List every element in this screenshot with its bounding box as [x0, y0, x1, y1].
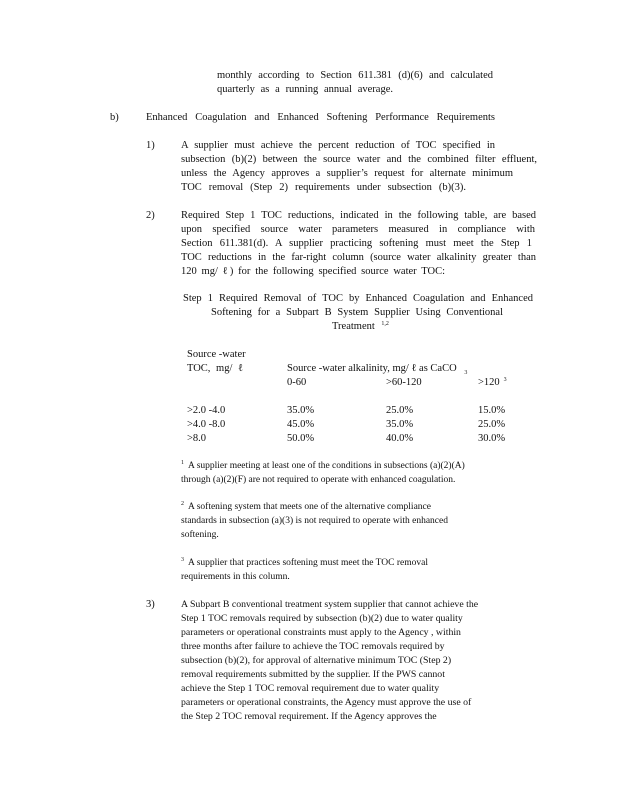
- item-3-line: three months after failure to achieve the TOC removals required by: [181, 641, 445, 652]
- footnote-num: 3: [181, 557, 184, 563]
- item-1-line: unless the Agency approves a supplier’s request for alternate minimum: [181, 168, 513, 179]
- item-3-line: parameters or operational constraints, the Agency must approve the use of: [181, 697, 472, 708]
- row-toc: >2.0 -4.0: [187, 405, 226, 416]
- row-value: 25.0%: [478, 419, 506, 430]
- item-3-line: Step 1 TOC removals required by subsection (b)(2) due to water quality: [181, 613, 463, 624]
- row-value: 35.0%: [386, 419, 414, 430]
- col-toc-header-1: Source -water: [187, 349, 246, 360]
- intro-paragraph: [217, 69, 493, 97]
- footnote-1: $^1$ A supplier meeting at least one of the conditions in subsections (a)(2)(A) through (a)(2)(F) are not required to operate with enhanced coagulation.: [181, 460, 465, 485]
- item-3-line: A Subpart B conventional treatment system supplier that cannot achieve the: [181, 599, 479, 610]
- item-1-marker: 1): [146, 140, 155, 151]
- table-title: [183, 292, 533, 306]
- item-3-line: removal requirements submitted by the supplier. If the PWS cannot: [181, 669, 445, 680]
- intro-line: quarterly as a running annual average.: [217, 84, 393, 95]
- item-1-line: A supplier must achieve the percent reduction of TOC specified in: [181, 140, 495, 151]
- item-3-line: achieve the Step 1 TOC removal requirement due to water quality: [181, 683, 440, 694]
- alkalinity-group-header: Source -water alkalinity, mg/ ℓ as CaCO $^3$: [287, 363, 468, 376]
- footnote-3: $^3$ A supplier that practices softening must meet the TOC removal requirements in this column.: [181, 557, 429, 582]
- row-value: 45.0%: [287, 419, 315, 430]
- item-2-paragraph: [181, 209, 536, 279]
- item-2-line: upon specified source water parameters measured in compliance with: [181, 224, 535, 235]
- row-toc: >4.0 -8.0: [187, 419, 226, 430]
- table-title-line-3: Treatment $^{1,2}$: [332, 321, 389, 332]
- footnote-num: 1: [181, 460, 184, 466]
- col-header-120: >120 $^3$: [478, 377, 507, 388]
- item-2-marker: 2): [146, 210, 155, 221]
- col-header-120-sup: 3: [503, 377, 507, 383]
- item-2-line: Section 611.381(d). A supplier practicing softening must meet the Step 1: [181, 238, 532, 249]
- row-value: 35.0%: [287, 405, 315, 416]
- item-1-line: subsection (b)(2) between the source water and the combined filter effluent,: [181, 154, 537, 165]
- row-toc: >8.0: [187, 433, 207, 444]
- row-value: 25.0%: [386, 405, 414, 416]
- item-2-line: 120 mg/ ℓ) for the following specified source water TOC:: [181, 266, 445, 277]
- item-3-paragraph: [181, 598, 521, 724]
- footnote-2: $^2$ A softening system that meets one of the alternative compliance standards in subsection (a)(3) is not required to operate with enhanced softening.: [181, 501, 448, 540]
- item-3-line: subsection (b)(2), for approval of alternative minimum TOC (Step 2): [181, 655, 452, 666]
- row-value: 50.0%: [287, 433, 315, 444]
- item-2-line: Required Step 1 TOC reductions, indicated in the following table, are based: [181, 210, 536, 221]
- table-title-sup: 1,2: [381, 321, 389, 327]
- row-value: 15.0%: [478, 405, 506, 416]
- item-1-paragraph: [181, 139, 537, 195]
- col-header-60-120: >60-120: [386, 377, 422, 388]
- col-header-0-60: 0-60: [287, 377, 307, 388]
- col-toc-header-2: TOC, mg/ ℓ: [187, 363, 244, 374]
- table-title-line: Step 1 Required Removal of TOC by Enhanced Coagulation and Enhanced: [183, 293, 533, 304]
- item-1-line: TOC removal (Step 2) requirements under subsection (b)(3).: [181, 182, 466, 193]
- item-2-line: TOC reductions in the far-right column (source water alkalinity greater than: [181, 252, 536, 263]
- row-value: 30.0%: [478, 433, 506, 444]
- section-b-heading: Enhanced Coagulation and Enhanced Softening Performance Requirements: [146, 112, 495, 123]
- item-3-line: parameters or operational constraints must apply to the Agency , within: [181, 627, 461, 638]
- caco3-subscript: 3: [464, 370, 468, 376]
- table-title-2: [211, 306, 503, 320]
- footnote-num: 2: [181, 501, 184, 507]
- item-3-marker: 3): [146, 599, 155, 610]
- table-title-line: Softening for a Subpart B System Supplier Using Conventional: [211, 307, 503, 318]
- intro-line: monthly according to Section 611.381 (d)(6) and calculated: [217, 70, 493, 81]
- item-3-line: the Step 2 TOC removal requirement. If the Agency approves the: [181, 711, 437, 722]
- section-b-marker: b): [110, 112, 119, 123]
- row-value: 40.0%: [386, 433, 414, 444]
